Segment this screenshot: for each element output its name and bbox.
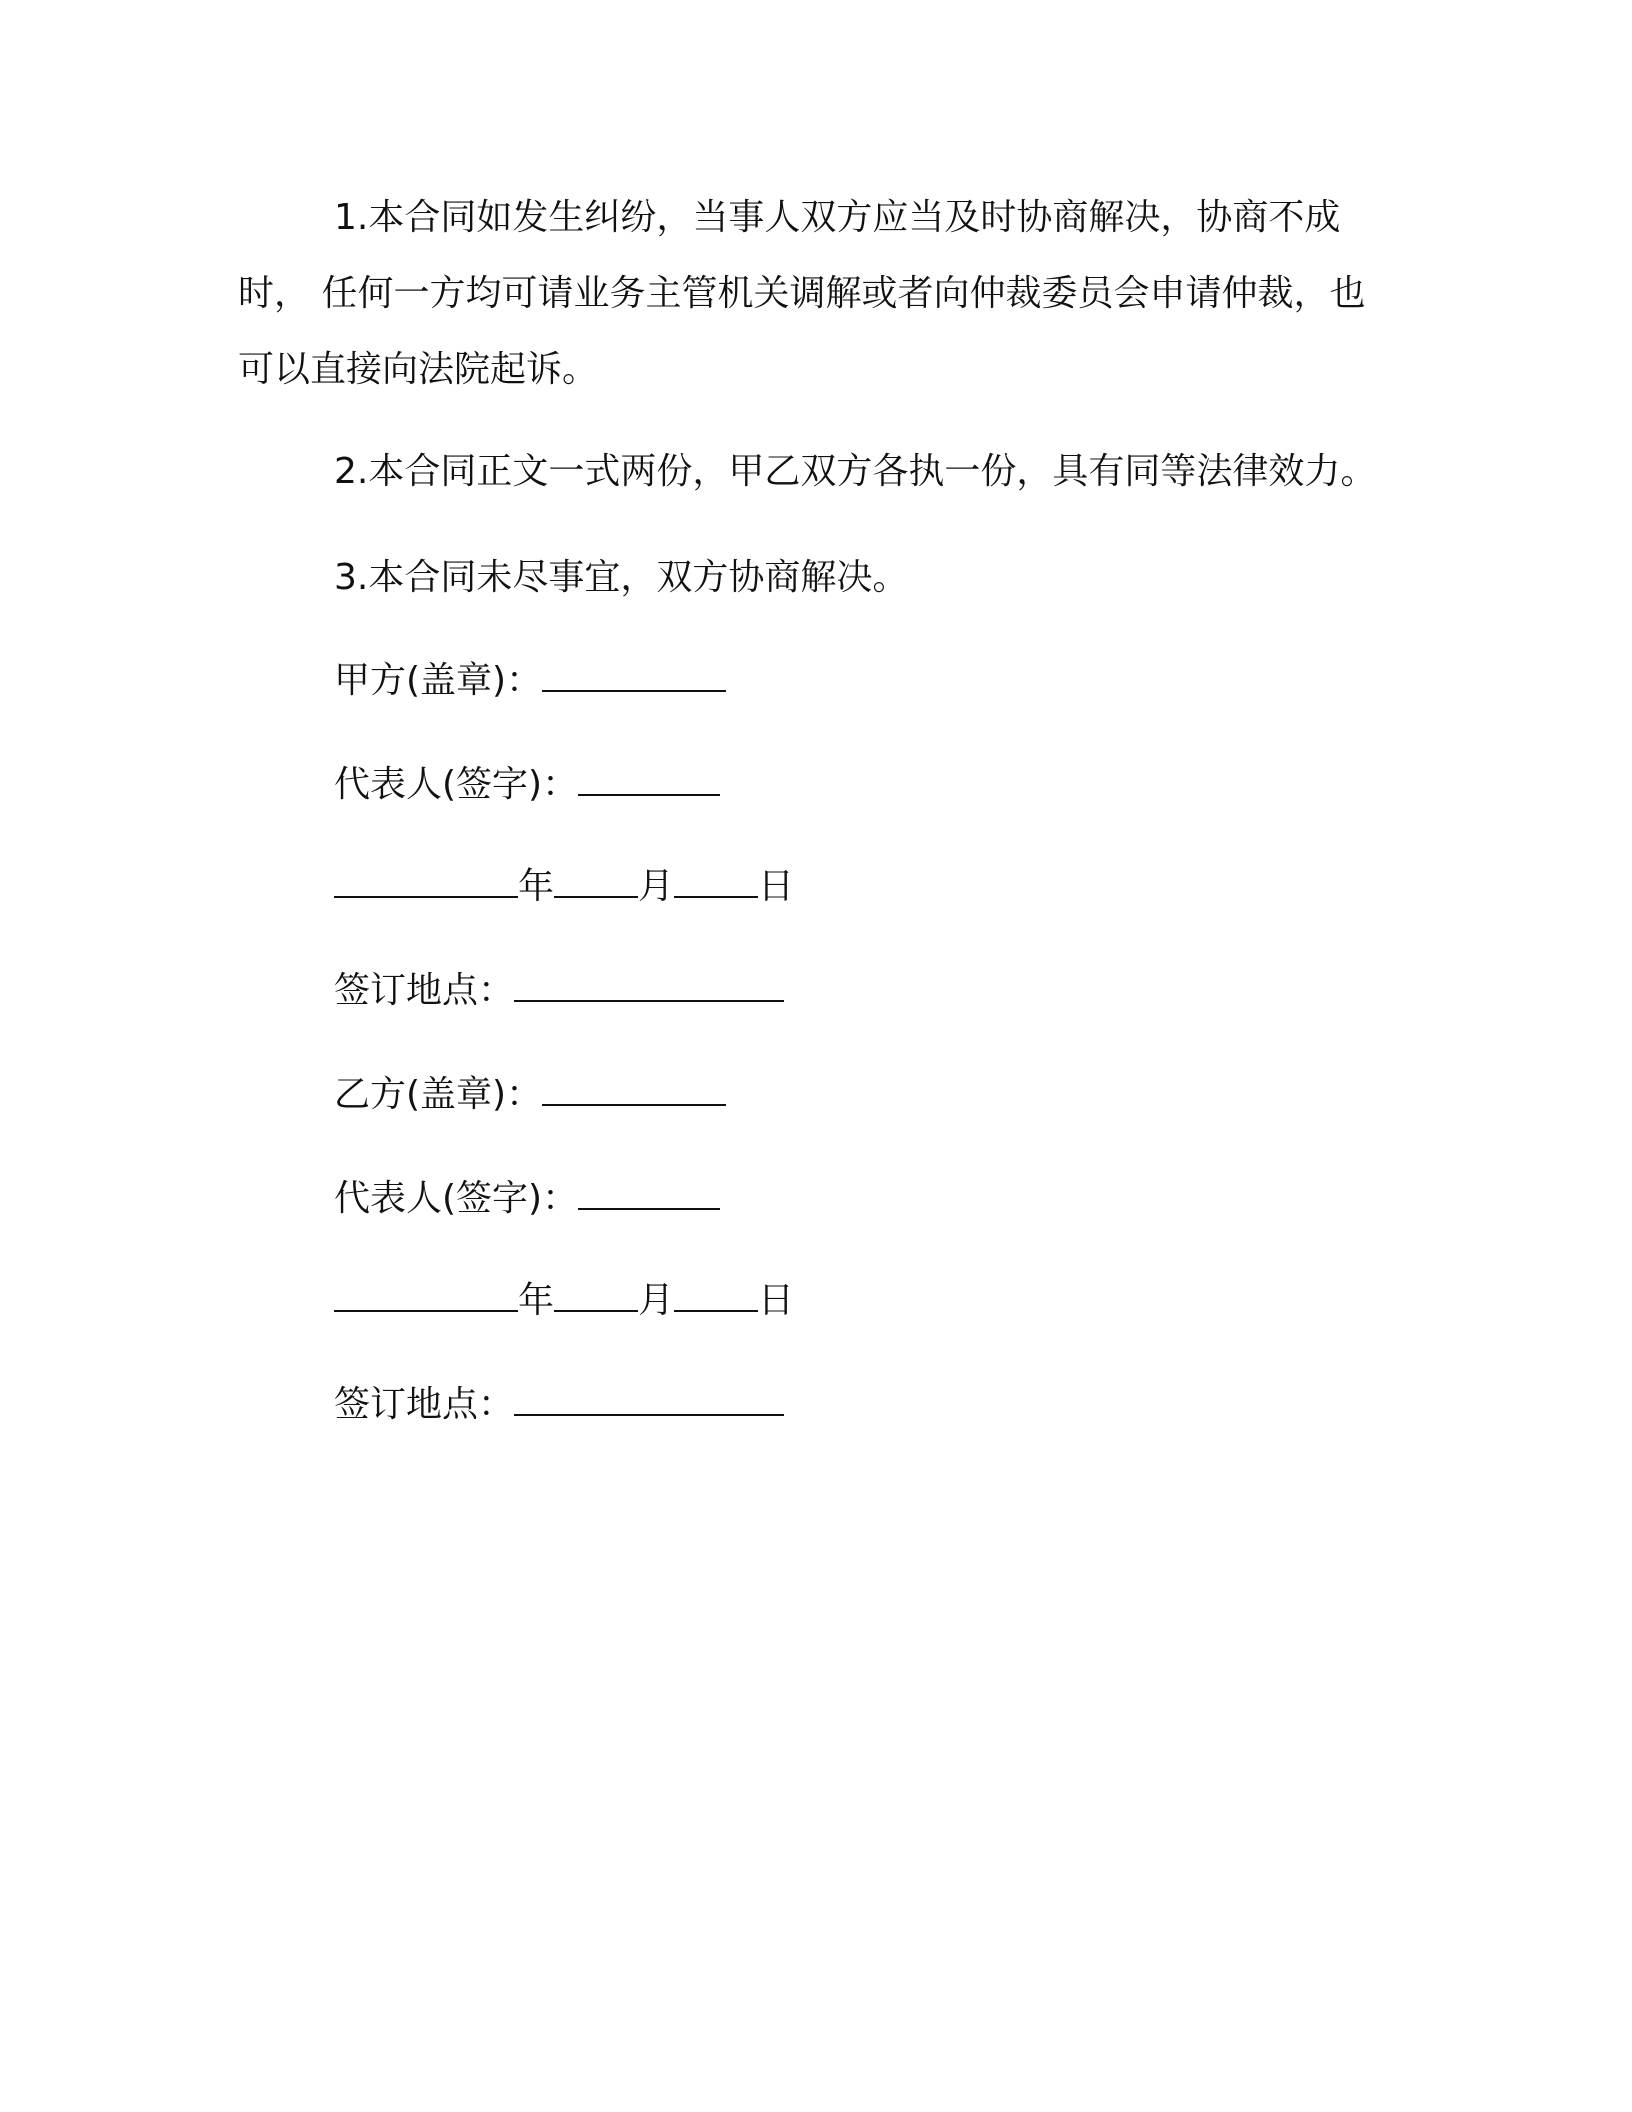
party-a-rep-field[interactable] xyxy=(578,760,720,796)
party-a-place-label: 签订地点： xyxy=(334,970,515,1011)
party-a-year-field[interactable] xyxy=(334,862,518,898)
party-b-year-label: 年 xyxy=(518,1280,555,1321)
party-b-rep-field[interactable] xyxy=(578,1174,720,1210)
party-a-place-field[interactable] xyxy=(514,966,784,1002)
party-a-rep-label: 代表人(签字)： xyxy=(334,764,579,805)
party-b-year-field[interactable] xyxy=(334,1276,518,1312)
clause-other-matters: 3.本合同未尽事宜，双方协商解决。 xyxy=(334,557,909,598)
party-b-place-line xyxy=(334,1380,784,1429)
party-a-seal-field[interactable] xyxy=(542,656,726,692)
party-a-seal-line xyxy=(334,656,726,705)
party-b-rep-line xyxy=(334,1174,720,1223)
party-a-month-field[interactable] xyxy=(554,862,638,898)
party-a-date-line xyxy=(334,862,794,911)
party-b-rep-label: 代表人(签字)： xyxy=(334,1178,579,1219)
party-b-place-field[interactable] xyxy=(514,1380,784,1416)
clause-dispute-resolution: 1.本合同如发生纠纷，当事人双方应当及时协商解决，协商不成时， 任何一方均可请业务主管机关调解或者向仲裁委员会申请仲裁，也可以直接向法院起诉。 xyxy=(238,197,1366,390)
party-a-rep-line xyxy=(334,760,720,809)
party-a-seal-label: 甲方(盖章)： xyxy=(334,660,543,701)
party-b-day-label: 日 xyxy=(758,1280,795,1321)
party-b-date-line xyxy=(334,1276,794,1325)
party-a-month-label: 月 xyxy=(638,866,675,907)
party-a-day-field[interactable] xyxy=(674,862,758,898)
party-b-month-field[interactable] xyxy=(554,1276,638,1312)
clause-copies: 2.本合同正文一式两份，甲乙双方各执一份，具有同等法律效力。 xyxy=(334,451,1377,492)
party-b-place-label: 签订地点： xyxy=(334,1384,515,1425)
party-b-seal-line xyxy=(334,1070,726,1119)
party-b-month-label: 月 xyxy=(638,1280,675,1321)
party-b-day-field[interactable] xyxy=(674,1276,758,1312)
party-a-year-label: 年 xyxy=(518,866,555,907)
party-a-place-line xyxy=(334,966,784,1015)
party-b-seal-field[interactable] xyxy=(542,1070,726,1106)
party-a-day-label: 日 xyxy=(758,866,795,907)
party-b-seal-label: 乙方(盖章)： xyxy=(334,1074,543,1115)
